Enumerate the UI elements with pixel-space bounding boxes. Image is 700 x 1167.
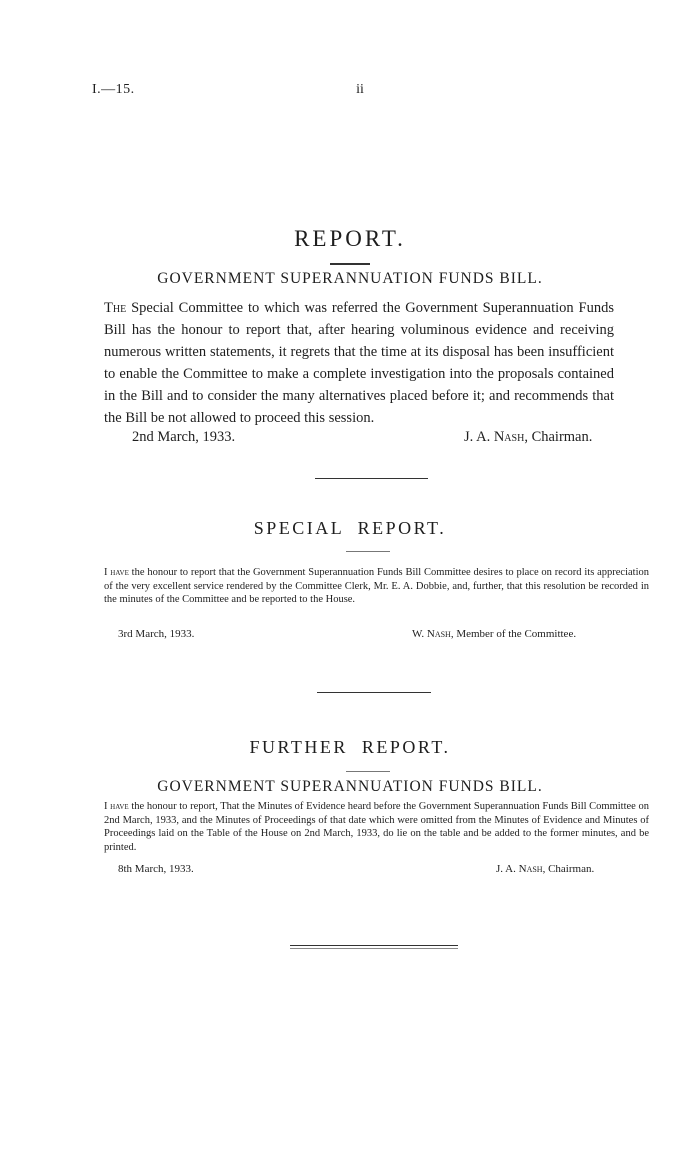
report-body-text: Special Committee to which was referred the Government Superannuation Funds Bill has the honour to report that, after hearing voluminous evidence and receiving numerous written statements, it regrets that the time at its disposal has been insufficient to enable the Committee to make a complete investigation into the proposals contained in the Bill and to consider the many alternatives placed before it; and recommends that the Bill be not allowed to proceed this session. bbox=[104, 300, 614, 426]
further-report-body-text: the honour to report, That the Minutes of Evidence heard before the Government Superannuation Funds Bill Committee on 2nd March, 1933, and the Minutes of Proceedings of that date which were omitted from the Minutes of Evidence and Minutes of Proceedings laid on the Table of the House on 2nd March, 1933, do lie on the table and be added to the former minutes, and be printed. bbox=[104, 801, 649, 853]
further-report-signature bbox=[496, 863, 594, 875]
report-body bbox=[104, 297, 614, 429]
title-divider bbox=[346, 551, 390, 552]
further-report-body-lead: I have bbox=[104, 801, 129, 812]
special-report-title bbox=[0, 518, 700, 539]
further-report-body bbox=[104, 800, 649, 854]
page-reference: I.—15. bbox=[92, 82, 135, 97]
report-signature-role: , Chairman. bbox=[524, 429, 593, 445]
section-divider bbox=[315, 478, 428, 479]
title-divider bbox=[330, 263, 370, 265]
page-number: ii bbox=[356, 82, 364, 97]
special-report-signature-surname: Nash bbox=[426, 628, 451, 640]
special-report-body-lead: I have bbox=[104, 567, 129, 578]
further-report-title-text: FURTHER REPORT. bbox=[249, 737, 451, 757]
further-report-signature-role: , Chairman. bbox=[542, 863, 595, 875]
further-report-date: 8th March, 1933. bbox=[118, 863, 194, 875]
end-divider-second bbox=[290, 948, 458, 949]
report-subtitle: GOVERNMENT SUPERANNUATION FUNDS BILL. bbox=[157, 270, 543, 287]
report-date: 2nd March, 1933. bbox=[132, 429, 236, 445]
further-report-subtitle: GOVERNMENT SUPERANNUATION FUNDS BILL. bbox=[157, 778, 543, 795]
special-report-date: 3rd March, 1933. bbox=[118, 628, 195, 640]
report-signature bbox=[464, 429, 592, 446]
report-body-lead: The bbox=[104, 300, 127, 316]
title-divider bbox=[346, 771, 390, 772]
special-report-body-text: the honour to report that the Government Superannuation Funds Bill Committee desires to place on record its appreciation of the very excellent service rendered by the Committee Clerk, Mr. E. A. Dobbie, and, further, that this resolution be recorded in the minutes of the Committee and be reported to the House. bbox=[104, 567, 649, 606]
report-signature-initials: J. A. bbox=[464, 429, 494, 445]
report-title: REPORT. bbox=[294, 226, 406, 251]
further-report-signature-surname: Nash bbox=[518, 863, 543, 875]
section-divider bbox=[317, 692, 431, 693]
special-report-signature bbox=[412, 628, 576, 640]
special-report-signature-initials: W. bbox=[412, 628, 427, 640]
special-report-body bbox=[104, 566, 649, 607]
further-report-signature-initials: J. A. bbox=[496, 863, 519, 875]
further-report-title bbox=[0, 737, 700, 758]
report-signature-surname: Nash bbox=[493, 429, 525, 445]
special-report-signature-role: , Member of the Committee. bbox=[450, 628, 577, 640]
special-report-title-text: SPECIAL REPORT. bbox=[253, 518, 447, 538]
end-divider bbox=[290, 945, 458, 946]
